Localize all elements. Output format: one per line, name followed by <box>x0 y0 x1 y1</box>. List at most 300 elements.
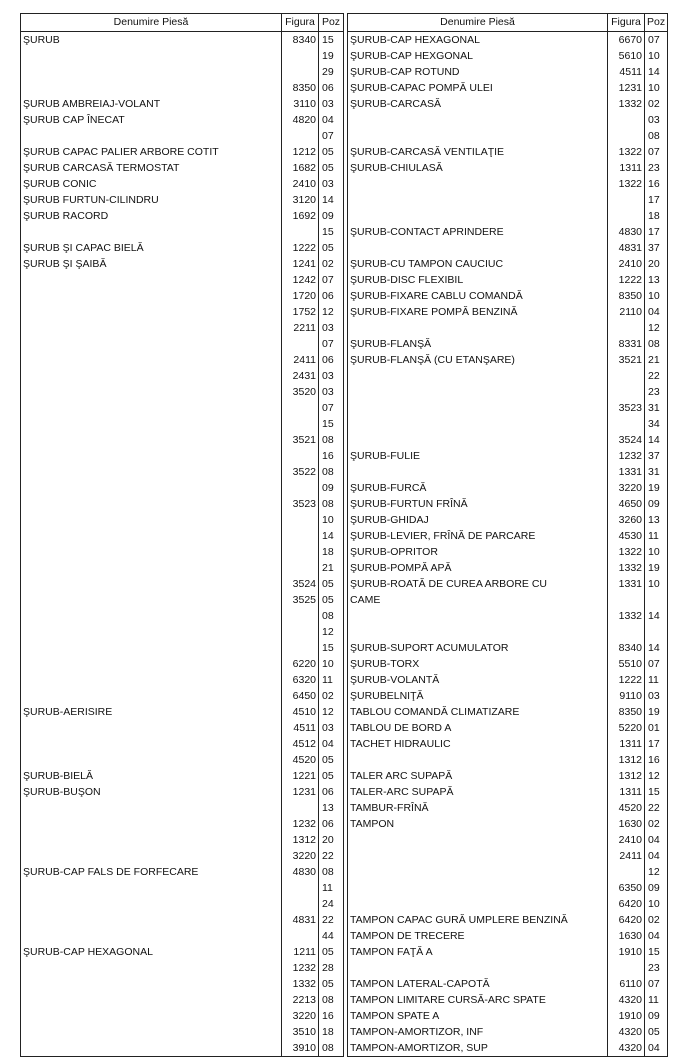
right-figura-cell: 1322 <box>608 544 645 560</box>
left-figura-cell: 3523 <box>282 496 319 512</box>
left-part-name-cell: ŞURUB ŞI ŞAIBĂ <box>21 256 282 272</box>
left-part-name-cell: ŞURUB-CAP HEXAGONAL <box>21 944 282 960</box>
right-poz-cell: 10 <box>645 48 668 64</box>
right-poz-cell: 09 <box>645 880 668 896</box>
right-poz-cell: 12 <box>645 320 668 336</box>
left-part-name-cell <box>21 640 282 656</box>
table-row <box>21 96 668 112</box>
right-poz-cell: 20 <box>645 256 668 272</box>
table-row <box>21 480 668 496</box>
left-part-name-cell <box>21 336 282 352</box>
table-row <box>21 832 668 848</box>
table-row <box>21 576 668 592</box>
right-poz-cell: 15 <box>645 784 668 800</box>
left-figura-cell <box>282 608 319 624</box>
right-poz-cell: 03 <box>645 688 668 704</box>
right-figura-cell: 1630 <box>608 816 645 832</box>
table-row <box>21 720 668 736</box>
left-part-name-cell: ŞURUB-BIELĂ <box>21 768 282 784</box>
left-poz-cell: 09 <box>319 208 344 224</box>
right-figura-cell: 1630 <box>608 928 645 944</box>
right-part-name-cell <box>348 400 608 416</box>
left-poz-cell: 24 <box>319 896 344 912</box>
right-figura-cell <box>608 192 645 208</box>
right-poz-cell: 13 <box>645 272 668 288</box>
left-poz-cell: 07 <box>319 400 344 416</box>
right-figura-cell: 6350 <box>608 880 645 896</box>
right-figura-cell <box>608 864 645 880</box>
right-poz-cell: 14 <box>645 432 668 448</box>
right-poz-cell: 31 <box>645 464 668 480</box>
left-part-name-cell <box>21 528 282 544</box>
right-poz-cell: 11 <box>645 528 668 544</box>
left-part-name-cell <box>21 880 282 896</box>
right-poz-cell: 14 <box>645 64 668 80</box>
left-poz-header: Poz <box>319 14 344 32</box>
parts-index-table-wrapper <box>20 13 668 1057</box>
right-figura-cell: 8350 <box>608 288 645 304</box>
left-figura-cell: 4511 <box>282 720 319 736</box>
right-poz-cell: 11 <box>645 672 668 688</box>
right-poz-cell: 12 <box>645 768 668 784</box>
right-part-name-cell <box>348 624 608 640</box>
left-figura-cell: 1312 <box>282 832 319 848</box>
left-poz-cell: 05 <box>319 592 344 608</box>
right-figura-cell: 2410 <box>608 256 645 272</box>
right-poz-cell: 14 <box>645 640 668 656</box>
right-figura-cell: 1332 <box>608 608 645 624</box>
right-poz-cell: 19 <box>645 704 668 720</box>
right-poz-cell: 17 <box>645 224 668 240</box>
right-part-name-cell <box>348 208 608 224</box>
right-figura-cell: 3220 <box>608 480 645 496</box>
right-part-name-cell: TAMBUR-FRÎNĂ <box>348 800 608 816</box>
right-part-name-cell: TAMPON FAŢĂ A <box>348 944 608 960</box>
table-row <box>21 448 668 464</box>
table-row <box>21 848 668 864</box>
left-poz-cell: 19 <box>319 48 344 64</box>
left-part-name-cell <box>21 304 282 320</box>
left-figura-cell <box>282 448 319 464</box>
table-row <box>21 672 668 688</box>
left-part-name-cell <box>21 448 282 464</box>
left-figura-cell: 3525 <box>282 592 319 608</box>
table-row <box>21 688 668 704</box>
left-part-name-cell: ŞURUB CAPAC PALIER ARBORE COTIT <box>21 144 282 160</box>
right-figura-cell: 1311 <box>608 160 645 176</box>
right-poz-cell: 07 <box>645 32 668 49</box>
table-row <box>21 608 668 624</box>
table-row <box>21 1024 668 1040</box>
right-figura-cell: 6420 <box>608 912 645 928</box>
right-figura-cell: 1311 <box>608 736 645 752</box>
right-poz-cell: 10 <box>645 544 668 560</box>
right-figura-cell: 3523 <box>608 400 645 416</box>
right-figura-cell <box>608 208 645 224</box>
left-part-name-cell <box>21 272 282 288</box>
right-poz-cell: 22 <box>645 368 668 384</box>
left-figura-cell: 4820 <box>282 112 319 128</box>
table-row <box>21 704 668 720</box>
left-part-name-cell <box>21 48 282 64</box>
left-figura-cell: 1232 <box>282 960 319 976</box>
table-row <box>21 192 668 208</box>
left-poz-cell: 18 <box>319 1024 344 1040</box>
left-poz-cell: 15 <box>319 640 344 656</box>
right-poz-cell: 34 <box>645 416 668 432</box>
left-figura-cell: 2410 <box>282 176 319 192</box>
left-part-name-cell <box>21 656 282 672</box>
left-part-name-cell <box>21 960 282 976</box>
left-figura-cell <box>282 528 319 544</box>
left-poz-cell: 08 <box>319 608 344 624</box>
right-poz-cell: 18 <box>645 208 668 224</box>
right-poz-cell <box>645 624 668 640</box>
right-figura-cell: 3260 <box>608 512 645 528</box>
left-name-header: Denumire Piesă <box>21 14 282 32</box>
right-part-name-cell <box>348 960 608 976</box>
right-poz-cell: 04 <box>645 1040 668 1057</box>
table-row <box>21 64 668 80</box>
table-row <box>21 592 668 608</box>
right-figura-cell: 4320 <box>608 1024 645 1040</box>
table-row <box>21 528 668 544</box>
table-row <box>21 240 668 256</box>
table-row <box>21 368 668 384</box>
left-poz-cell: 02 <box>319 688 344 704</box>
right-poz-cell: 16 <box>645 752 668 768</box>
table-row <box>21 496 668 512</box>
right-figura-cell <box>608 416 645 432</box>
right-poz-cell: 08 <box>645 128 668 144</box>
left-poz-cell: 03 <box>319 96 344 112</box>
right-poz-cell: 05 <box>645 1024 668 1040</box>
right-poz-cell: 17 <box>645 736 668 752</box>
left-part-name-cell <box>21 608 282 624</box>
right-figura-cell: 1910 <box>608 1008 645 1024</box>
table-row <box>21 1040 668 1057</box>
table-row <box>21 288 668 304</box>
left-figura-cell: 8350 <box>282 80 319 96</box>
left-part-name-cell <box>21 512 282 528</box>
right-part-name-cell <box>348 896 608 912</box>
table-row <box>21 800 668 816</box>
right-part-name-cell: ŞURUB-FLANŞĂ <box>348 336 608 352</box>
right-poz-cell: 04 <box>645 832 668 848</box>
right-poz-cell: 23 <box>645 160 668 176</box>
left-poz-cell: 08 <box>319 1040 344 1057</box>
table-row <box>21 880 668 896</box>
table-row <box>21 224 668 240</box>
left-part-name-cell <box>21 128 282 144</box>
right-part-name-cell <box>348 112 608 128</box>
right-poz-cell: 09 <box>645 1008 668 1024</box>
right-figura-cell <box>608 320 645 336</box>
right-figura-cell: 1331 <box>608 576 645 592</box>
right-poz-cell: 10 <box>645 576 668 592</box>
left-poz-cell: 03 <box>319 176 344 192</box>
right-part-name-cell <box>348 464 608 480</box>
right-part-name-cell: TAMPON LATERAL-CAPOTĂ <box>348 976 608 992</box>
left-part-name-cell <box>21 736 282 752</box>
right-figura-cell: 1232 <box>608 448 645 464</box>
right-figura-cell <box>608 128 645 144</box>
right-figura-cell: 5510 <box>608 656 645 672</box>
table-row <box>21 512 668 528</box>
left-figura-cell: 6450 <box>282 688 319 704</box>
left-poz-cell: 11 <box>319 880 344 896</box>
right-poz-cell: 01 <box>645 720 668 736</box>
table-row <box>21 112 668 128</box>
left-figura-cell: 3110 <box>282 96 319 112</box>
right-part-name-cell: ŞURUB-POMPĂ APĂ <box>348 560 608 576</box>
table-row <box>21 656 668 672</box>
right-part-name-cell: ŞURUB-ROATĂ DE CUREA ARBORE CU <box>348 576 608 592</box>
left-part-name-cell <box>21 896 282 912</box>
left-poz-cell: 04 <box>319 112 344 128</box>
left-poz-cell: 05 <box>319 752 344 768</box>
left-part-name-cell <box>21 688 282 704</box>
left-figura-cell: 3522 <box>282 464 319 480</box>
right-poz-cell: 23 <box>645 384 668 400</box>
left-part-name-cell <box>21 912 282 928</box>
right-part-name-cell: ŞURUB-VOLANTĂ <box>348 672 608 688</box>
left-figura-cell: 4512 <box>282 736 319 752</box>
left-part-name-cell <box>21 288 282 304</box>
right-figura-cell: 4831 <box>608 240 645 256</box>
right-figura-cell: 1312 <box>608 768 645 784</box>
table-row <box>21 816 668 832</box>
right-figura-cell: 5610 <box>608 48 645 64</box>
right-part-name-cell <box>348 240 608 256</box>
left-poz-cell: 07 <box>319 272 344 288</box>
left-figura-cell <box>282 800 319 816</box>
right-part-name-cell: TABLOU COMANDĂ CLIMATIZARE <box>348 704 608 720</box>
left-poz-cell: 07 <box>319 128 344 144</box>
right-figura-cell: 6670 <box>608 32 645 49</box>
table-row <box>21 992 668 1008</box>
table-row <box>21 320 668 336</box>
left-part-name-cell <box>21 368 282 384</box>
left-figura-cell <box>282 64 319 80</box>
right-part-name-cell <box>348 432 608 448</box>
left-poz-cell: 05 <box>319 160 344 176</box>
left-poz-cell: 06 <box>319 784 344 800</box>
left-poz-cell: 03 <box>319 368 344 384</box>
left-part-name-cell: ŞURUB-CAP FALS DE FORFECARE <box>21 864 282 880</box>
left-figura-cell <box>282 224 319 240</box>
left-figura-cell: 4831 <box>282 912 319 928</box>
left-figura-cell: 1692 <box>282 208 319 224</box>
left-poz-cell: 12 <box>319 704 344 720</box>
table-row <box>21 864 668 880</box>
right-figura-cell: 6420 <box>608 896 645 912</box>
right-figura-cell: 1322 <box>608 144 645 160</box>
left-part-name-cell: ŞURUB CONIC <box>21 176 282 192</box>
right-figura-cell: 4320 <box>608 1040 645 1057</box>
right-figura-cell: 1331 <box>608 464 645 480</box>
right-part-name-cell <box>348 384 608 400</box>
left-figura-cell: 1720 <box>282 288 319 304</box>
table-row <box>21 176 668 192</box>
table-row <box>21 304 668 320</box>
left-figura-cell: 1232 <box>282 816 319 832</box>
left-poz-cell: 08 <box>319 992 344 1008</box>
right-part-name-cell: ŞURUB-FIXARE CABLU COMANDĂ <box>348 288 608 304</box>
right-figura-cell: 4530 <box>608 528 645 544</box>
left-figura-cell: 1241 <box>282 256 319 272</box>
left-poz-cell: 22 <box>319 912 344 928</box>
left-poz-cell: 12 <box>319 624 344 640</box>
left-part-name-cell: ŞURUB-BUŞON <box>21 784 282 800</box>
right-poz-cell: 15 <box>645 944 668 960</box>
left-part-name-cell <box>21 432 282 448</box>
left-part-name-cell <box>21 576 282 592</box>
left-figura-cell: 3510 <box>282 1024 319 1040</box>
left-poz-cell: 29 <box>319 64 344 80</box>
table-row <box>21 416 668 432</box>
right-part-name-cell: ŞURUB-LEVIER, FRÎNĂ DE PARCARE <box>348 528 608 544</box>
left-figura-cell: 3120 <box>282 192 319 208</box>
left-figura-cell: 8340 <box>282 32 319 49</box>
right-poz-cell: 16 <box>645 176 668 192</box>
left-poz-cell: 22 <box>319 848 344 864</box>
left-figura-cell: 3521 <box>282 432 319 448</box>
left-poz-cell: 02 <box>319 256 344 272</box>
left-poz-cell: 10 <box>319 512 344 528</box>
right-figura-cell: 2110 <box>608 304 645 320</box>
right-poz-cell: 03 <box>645 112 668 128</box>
right-poz-cell: 19 <box>645 560 668 576</box>
left-part-name-cell <box>21 928 282 944</box>
right-part-name-cell: ŞURUB-CARCASĂ VENTILAŢIE <box>348 144 608 160</box>
right-part-name-cell: ŞURUB-SUPORT ACUMULATOR <box>348 640 608 656</box>
right-part-name-cell: ŞURUB-FULIE <box>348 448 608 464</box>
left-figura-cell <box>282 624 319 640</box>
left-figura-cell: 2431 <box>282 368 319 384</box>
right-part-name-cell <box>348 416 608 432</box>
left-figura-cell: 2211 <box>282 320 319 336</box>
left-poz-cell: 21 <box>319 560 344 576</box>
left-figura-cell: 3520 <box>282 384 319 400</box>
table-row <box>21 208 668 224</box>
left-figura-cell <box>282 928 319 944</box>
table-row <box>21 80 668 96</box>
right-figura-cell: 1222 <box>608 272 645 288</box>
right-poz-cell: 04 <box>645 848 668 864</box>
right-poz-cell: 14 <box>645 608 668 624</box>
right-figura-cell <box>608 384 645 400</box>
right-poz-cell: 08 <box>645 336 668 352</box>
right-part-name-cell <box>348 880 608 896</box>
left-poz-cell: 03 <box>319 384 344 400</box>
left-poz-cell: 15 <box>319 224 344 240</box>
table-row <box>21 624 668 640</box>
right-poz-cell: 37 <box>645 448 668 464</box>
left-figura-cell: 1752 <box>282 304 319 320</box>
table-row <box>21 144 668 160</box>
left-figura-cell: 3524 <box>282 576 319 592</box>
table-row <box>21 544 668 560</box>
left-figura-cell <box>282 560 319 576</box>
left-figura-cell: 1222 <box>282 240 319 256</box>
right-part-name-cell <box>348 368 608 384</box>
left-part-name-cell <box>21 384 282 400</box>
right-figura-cell: 9110 <box>608 688 645 704</box>
right-part-name-cell: ŞURUB-CAP HEXAGONAL <box>348 32 608 49</box>
right-poz-cell: 04 <box>645 304 668 320</box>
left-part-name-cell <box>21 720 282 736</box>
right-part-name-cell: ŞURUB-CARCASĂ <box>348 96 608 112</box>
right-poz-cell: 13 <box>645 512 668 528</box>
right-part-name-cell <box>348 192 608 208</box>
left-figura-cell <box>282 512 319 528</box>
table-row <box>21 560 668 576</box>
right-poz-cell: 07 <box>645 976 668 992</box>
left-poz-cell: 05 <box>319 944 344 960</box>
left-figura-cell: 2213 <box>282 992 319 1008</box>
left-part-name-cell: ŞURUB RACORD <box>21 208 282 224</box>
left-part-name-cell <box>21 672 282 688</box>
right-figura-cell: 1332 <box>608 96 645 112</box>
right-part-name-cell: ŞURUB-FURTUN FRÎNĂ <box>348 496 608 512</box>
left-part-name-cell <box>21 64 282 80</box>
right-part-name-cell: ŞURUBELNIŢĂ <box>348 688 608 704</box>
left-figura-cell: 1682 <box>282 160 319 176</box>
right-figura-cell: 4520 <box>608 800 645 816</box>
right-figura-cell: 4320 <box>608 992 645 1008</box>
left-part-name-cell <box>21 1008 282 1024</box>
left-poz-cell: 06 <box>319 352 344 368</box>
right-figura-cell: 4830 <box>608 224 645 240</box>
left-figura-cell: 3910 <box>282 1040 319 1057</box>
left-figura-cell: 4510 <box>282 704 319 720</box>
left-poz-cell: 05 <box>319 768 344 784</box>
right-part-name-cell: ŞURUB-CAPAC POMPĂ ULEI <box>348 80 608 96</box>
left-part-name-cell <box>21 464 282 480</box>
table-row <box>21 736 668 752</box>
table-row <box>21 784 668 800</box>
right-poz-header: Poz <box>645 14 668 32</box>
left-poz-cell: 44 <box>319 928 344 944</box>
left-poz-cell: 10 <box>319 656 344 672</box>
left-figura-cell: 1242 <box>282 272 319 288</box>
left-poz-cell: 05 <box>319 976 344 992</box>
left-figura-cell <box>282 544 319 560</box>
right-figura-cell: 3521 <box>608 352 645 368</box>
right-part-name-cell: TAMPON DE TRECERE <box>348 928 608 944</box>
right-poz-cell: 02 <box>645 96 668 112</box>
left-figura-cell <box>282 416 319 432</box>
left-part-name-cell <box>21 320 282 336</box>
right-poz-cell: 23 <box>645 960 668 976</box>
right-figura-cell <box>608 368 645 384</box>
right-figura-cell <box>608 112 645 128</box>
right-poz-cell: 21 <box>645 352 668 368</box>
right-poz-cell: 22 <box>645 800 668 816</box>
left-poz-cell: 07 <box>319 336 344 352</box>
left-poz-cell: 15 <box>319 32 344 49</box>
table-row <box>21 272 668 288</box>
left-poz-cell: 16 <box>319 448 344 464</box>
right-part-name-cell <box>348 128 608 144</box>
left-part-name-cell: ŞURUB CAP ÎNECAT <box>21 112 282 128</box>
right-figura-cell <box>608 960 645 976</box>
left-part-name-cell <box>21 496 282 512</box>
right-part-name-cell: ŞURUB-CAP ROTUND <box>348 64 608 80</box>
table-row <box>21 976 668 992</box>
left-part-name-cell: ŞURUB-AERISIRE <box>21 704 282 720</box>
